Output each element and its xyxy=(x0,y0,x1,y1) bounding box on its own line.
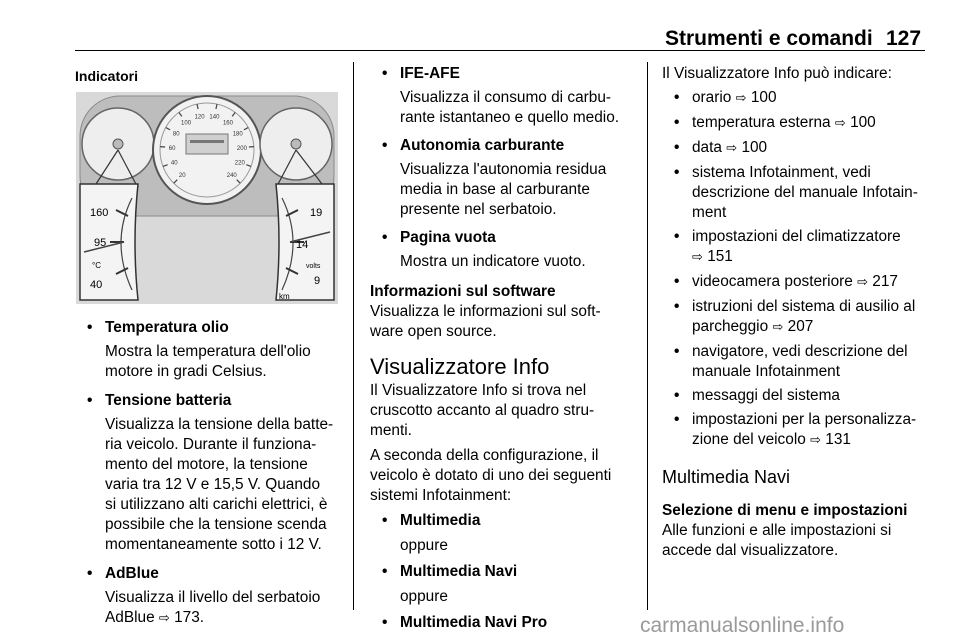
bullet-text: momentaneamente sotto i 12 V. xyxy=(105,536,322,553)
bullet-text-line xyxy=(692,113,932,134)
bullet-text-line xyxy=(692,88,932,109)
infotainment-system-name: Multimedia Navi Pro xyxy=(400,614,548,631)
bullet-text-line xyxy=(692,203,932,223)
column-3 xyxy=(662,64,932,561)
bullet-icon: • xyxy=(382,65,388,82)
bullet-text-line xyxy=(105,455,351,475)
info-display-location-line: cruscotto accanto al quadro stru- xyxy=(370,402,595,419)
bullet-text-line xyxy=(400,200,642,220)
bullet-item xyxy=(370,136,642,220)
info-display-location-line: Il Visualizzatore Info si trova nel xyxy=(370,382,587,399)
bullet-item xyxy=(370,228,642,272)
bullet-text: impostazioni per la personalizza- xyxy=(692,411,917,428)
bullet-text: presente nel serbatoio. xyxy=(400,201,557,218)
reference-page-number: 100 xyxy=(750,89,777,106)
infotainment-systems-intro-line: A seconda della configurazione, il xyxy=(370,447,599,464)
bullet-text: impostazioni del climatizzatore xyxy=(692,228,901,245)
bullet-item xyxy=(662,342,932,382)
section-title-multimedia-navi: Multimedia Navi xyxy=(662,467,791,487)
bullet-text-line xyxy=(400,252,642,272)
speed-tick-label: 140 xyxy=(209,114,220,121)
reference-page-number: 151 xyxy=(707,248,733,265)
bullet-text: Visualizza l'autonomia residua xyxy=(400,161,607,178)
bullet-item xyxy=(662,386,932,406)
voltage-unit: volts xyxy=(306,263,321,270)
speed-tick-label: 40 xyxy=(170,160,178,167)
bullet-icon: • xyxy=(674,343,680,360)
reference-arrow-icon: ⇨ xyxy=(857,275,869,290)
bullet-text-line xyxy=(692,183,932,203)
page-header-title: Strumenti e comandi xyxy=(665,27,873,50)
bullet-text: data xyxy=(692,139,722,156)
oil-temp-mid-label: 95 xyxy=(94,237,107,249)
bullet-text-line xyxy=(400,160,642,180)
indicators-heading: Indicatori xyxy=(75,68,139,84)
bullet-text: possibile che la tensione scenda xyxy=(105,516,327,533)
oil-temp-high-label: 160 xyxy=(90,207,109,219)
reference-arrow-icon: ⇨ xyxy=(726,141,738,156)
bullet-text: temperatura esterna xyxy=(692,114,831,131)
speed-tick-label: 60 xyxy=(168,146,176,153)
bullet-text-line xyxy=(105,535,351,555)
software-text-line: Visualizza le informazioni sul soft- xyxy=(370,303,601,320)
bullet-text-line xyxy=(692,317,932,338)
page-reference[interactable] xyxy=(853,273,898,290)
bullet-text: manuale Infotainment xyxy=(692,363,841,380)
page-reference[interactable] xyxy=(722,139,767,156)
bullet-text: sistema Infotainment, vedi xyxy=(692,164,871,181)
bullet-title: Autonomia carburante xyxy=(400,137,565,154)
speed-tick-label: 200 xyxy=(236,146,247,153)
bullet-icon: • xyxy=(382,229,388,246)
bullet-title: IFE-AFE xyxy=(400,65,460,82)
bullet-text: Mostra la temperatura dell'olio xyxy=(105,343,311,360)
column-divider-2 xyxy=(647,62,648,610)
bullet-text: rante istantaneo e quello medio. xyxy=(400,109,620,126)
bullet-text: motore in gradi Celsius. xyxy=(105,363,267,380)
bullet-text: orario xyxy=(692,89,732,106)
bullet-icon: • xyxy=(674,164,680,181)
bullet-item xyxy=(662,113,932,134)
info-display-intro: Il Visualizzatore Info può indicare: xyxy=(662,65,892,82)
bullet-title: Tensione batteria xyxy=(105,392,232,409)
bullet-icon: • xyxy=(382,512,388,529)
or-word: oppure xyxy=(400,537,448,554)
bullet-text-line xyxy=(105,495,351,515)
bullet-icon: • xyxy=(674,114,680,131)
reference-page-number: 207 xyxy=(787,318,814,335)
infotainment-system-name: Multimedia Navi xyxy=(400,563,518,580)
voltage-high-label: 19 xyxy=(310,207,323,219)
column-2 xyxy=(370,64,642,633)
voltage-mid-label: 14 xyxy=(296,239,309,251)
instrument-cluster-figure xyxy=(76,92,338,304)
bullet-icon: • xyxy=(382,137,388,154)
page-number: 127 xyxy=(886,27,922,50)
column-divider-1 xyxy=(353,62,354,610)
page-reference[interactable] xyxy=(831,114,876,131)
bullet-text-line xyxy=(692,163,932,183)
reference-page-number: 100 xyxy=(850,114,876,131)
bullet-item xyxy=(662,410,932,451)
page-reference[interactable] xyxy=(692,248,733,265)
oil-temp-low-label: 40 xyxy=(90,279,103,291)
bullet-text: si utilizzano alti carichi elettrici, è xyxy=(105,496,328,513)
bullet-text: Visualizza il livello del serbatoio xyxy=(105,589,321,606)
bullet-text-line xyxy=(105,608,351,629)
bullet-item xyxy=(662,272,932,293)
bullet-icon: • xyxy=(382,614,388,631)
bullet-text: ria veicolo. Durante il funziona- xyxy=(105,436,317,453)
speed-tick-label: 160 xyxy=(222,120,233,127)
bullet-text-line xyxy=(692,297,932,317)
bullet-text: videocamera posteriore xyxy=(692,273,853,290)
voltage-low-label: 9 xyxy=(314,275,321,287)
bullet-icon: • xyxy=(674,228,680,245)
infotainment-systems-intro-line: sistemi Infotainment: xyxy=(370,487,512,504)
bullet-item xyxy=(662,227,932,268)
infotainment-system-name: Multimedia xyxy=(400,512,481,529)
bullet-text-line xyxy=(105,362,351,382)
bullet-text-line xyxy=(692,227,932,247)
bullet-title: Pagina vuota xyxy=(400,229,496,246)
or-word: oppure xyxy=(400,588,448,605)
bullet-text: mento del motore, la tensione xyxy=(105,456,308,473)
bullet-text-line xyxy=(400,180,642,200)
bullet-text: descrizione del manuale Infotain- xyxy=(692,184,918,201)
bullet-text-line xyxy=(692,342,932,362)
speed-tick-label: 240 xyxy=(226,173,237,180)
bullet-text-line xyxy=(105,342,351,362)
bullet-text-line xyxy=(692,410,932,430)
bullet-text-line xyxy=(105,475,351,495)
reference-arrow-icon: ⇨ xyxy=(834,116,846,131)
reference-arrow-icon: ⇨ xyxy=(692,250,703,265)
bullet-icon: • xyxy=(674,139,680,156)
speed-tick-label: 20 xyxy=(178,173,186,180)
bullet-text: navigatore, vedi descrizione del xyxy=(692,343,908,360)
bullet-text-line xyxy=(105,415,351,435)
bullet-text-line xyxy=(105,515,351,535)
bullet-text: Visualizza il consumo di carbu- xyxy=(400,89,612,106)
bullet-icon: • xyxy=(674,298,680,315)
reference-arrow-icon: ⇨ xyxy=(772,320,784,335)
bullet-text-line xyxy=(692,362,932,382)
bullet-item xyxy=(75,391,351,555)
infotainment-systems-intro-line: veicolo è dotato di uno dei seguenti xyxy=(370,467,612,484)
bullet-item xyxy=(662,138,932,159)
bullet-text: varia tra 12 V e 15,5 V. Quando xyxy=(105,476,321,493)
bullet-text-line xyxy=(692,386,932,406)
bullet-text-line xyxy=(105,588,351,608)
menu-settings-text-line: accede dal visualizzatore. xyxy=(662,542,839,559)
bullet-title: Temperatura olio xyxy=(105,319,229,336)
infotainment-system-item xyxy=(370,511,642,556)
reference-page-number: 131 xyxy=(825,431,851,448)
page-reference[interactable] xyxy=(731,89,776,106)
bullet-item xyxy=(662,88,932,109)
bullet-text-line xyxy=(400,108,642,128)
bullet-text-line xyxy=(692,247,932,268)
bullet-text: media in base al carburante xyxy=(400,181,590,198)
bullet-text-line xyxy=(105,435,351,455)
oil-temp-unit: °C xyxy=(92,261,101,270)
watermark: carmanualsonline.info xyxy=(640,614,845,637)
column-1-list xyxy=(75,318,351,629)
speed-tick-label: 80 xyxy=(172,131,180,138)
bullet-text: AdBlue xyxy=(105,609,155,626)
page-reference[interactable] xyxy=(155,609,204,626)
page-reference[interactable] xyxy=(806,431,851,448)
infotainment-system-item xyxy=(370,562,642,607)
infotainment-system-item xyxy=(370,613,642,633)
bullet-text-line xyxy=(400,88,642,108)
reference-page-number: 100 xyxy=(741,139,768,156)
menu-settings-heading: Selezione di menu e impostazioni xyxy=(662,502,908,519)
bullet-icon: • xyxy=(87,392,93,409)
bullet-text: Visualizza la tensione della batte- xyxy=(105,416,334,433)
bullet-text: parcheggio xyxy=(692,318,769,335)
speed-tick-label: 120 xyxy=(194,114,205,121)
bullet-text: ment xyxy=(692,204,727,221)
bullet-title: AdBlue xyxy=(105,565,159,582)
reference-arrow-icon: ⇨ xyxy=(158,611,170,626)
software-heading: Informazioni sul software xyxy=(370,283,556,300)
bullet-icon: • xyxy=(674,89,680,106)
bullet-item xyxy=(370,64,642,128)
bullet-text-line xyxy=(692,430,932,451)
software-text-line: ware open source. xyxy=(370,323,497,340)
speed-tick-label: 100 xyxy=(181,120,192,127)
menu-settings-text-line: Alle funzioni e alle impostazioni si xyxy=(662,522,892,539)
bullet-item xyxy=(75,564,351,629)
bullet-text-line xyxy=(692,138,932,159)
bullet-item xyxy=(662,163,932,223)
odometer-unit: km xyxy=(279,292,290,301)
bullet-text: istruzioni del sistema di ausilio al xyxy=(692,298,916,315)
bullet-icon: • xyxy=(674,387,680,404)
page-reference[interactable] xyxy=(768,318,813,335)
column-1 xyxy=(75,66,345,86)
bullet-icon: • xyxy=(87,319,93,336)
bullet-icon: • xyxy=(674,273,680,290)
reference-page-number: 217 xyxy=(872,273,898,290)
reference-arrow-icon: ⇨ xyxy=(810,433,821,448)
bullet-text: zione del veicolo xyxy=(692,431,806,448)
header-rule xyxy=(75,50,925,51)
bullet-icon: • xyxy=(382,563,388,580)
bullet-text-line xyxy=(692,272,932,293)
reference-page-number: 173. xyxy=(174,609,205,626)
section-title-info-display: Visualizzatore Info xyxy=(370,354,550,379)
bullet-item xyxy=(662,297,932,338)
speed-tick-label: 220 xyxy=(234,160,245,167)
speed-tick-label: 180 xyxy=(232,131,243,138)
bullet-text: messaggi del sistema xyxy=(692,387,840,404)
bullet-icon: • xyxy=(674,411,680,428)
reference-arrow-icon: ⇨ xyxy=(735,91,747,106)
info-display-location-line: menti. xyxy=(370,422,412,439)
bullet-text: Mostra un indicatore vuoto. xyxy=(400,253,586,270)
bullet-item xyxy=(75,318,351,382)
bullet-icon: • xyxy=(87,565,93,582)
